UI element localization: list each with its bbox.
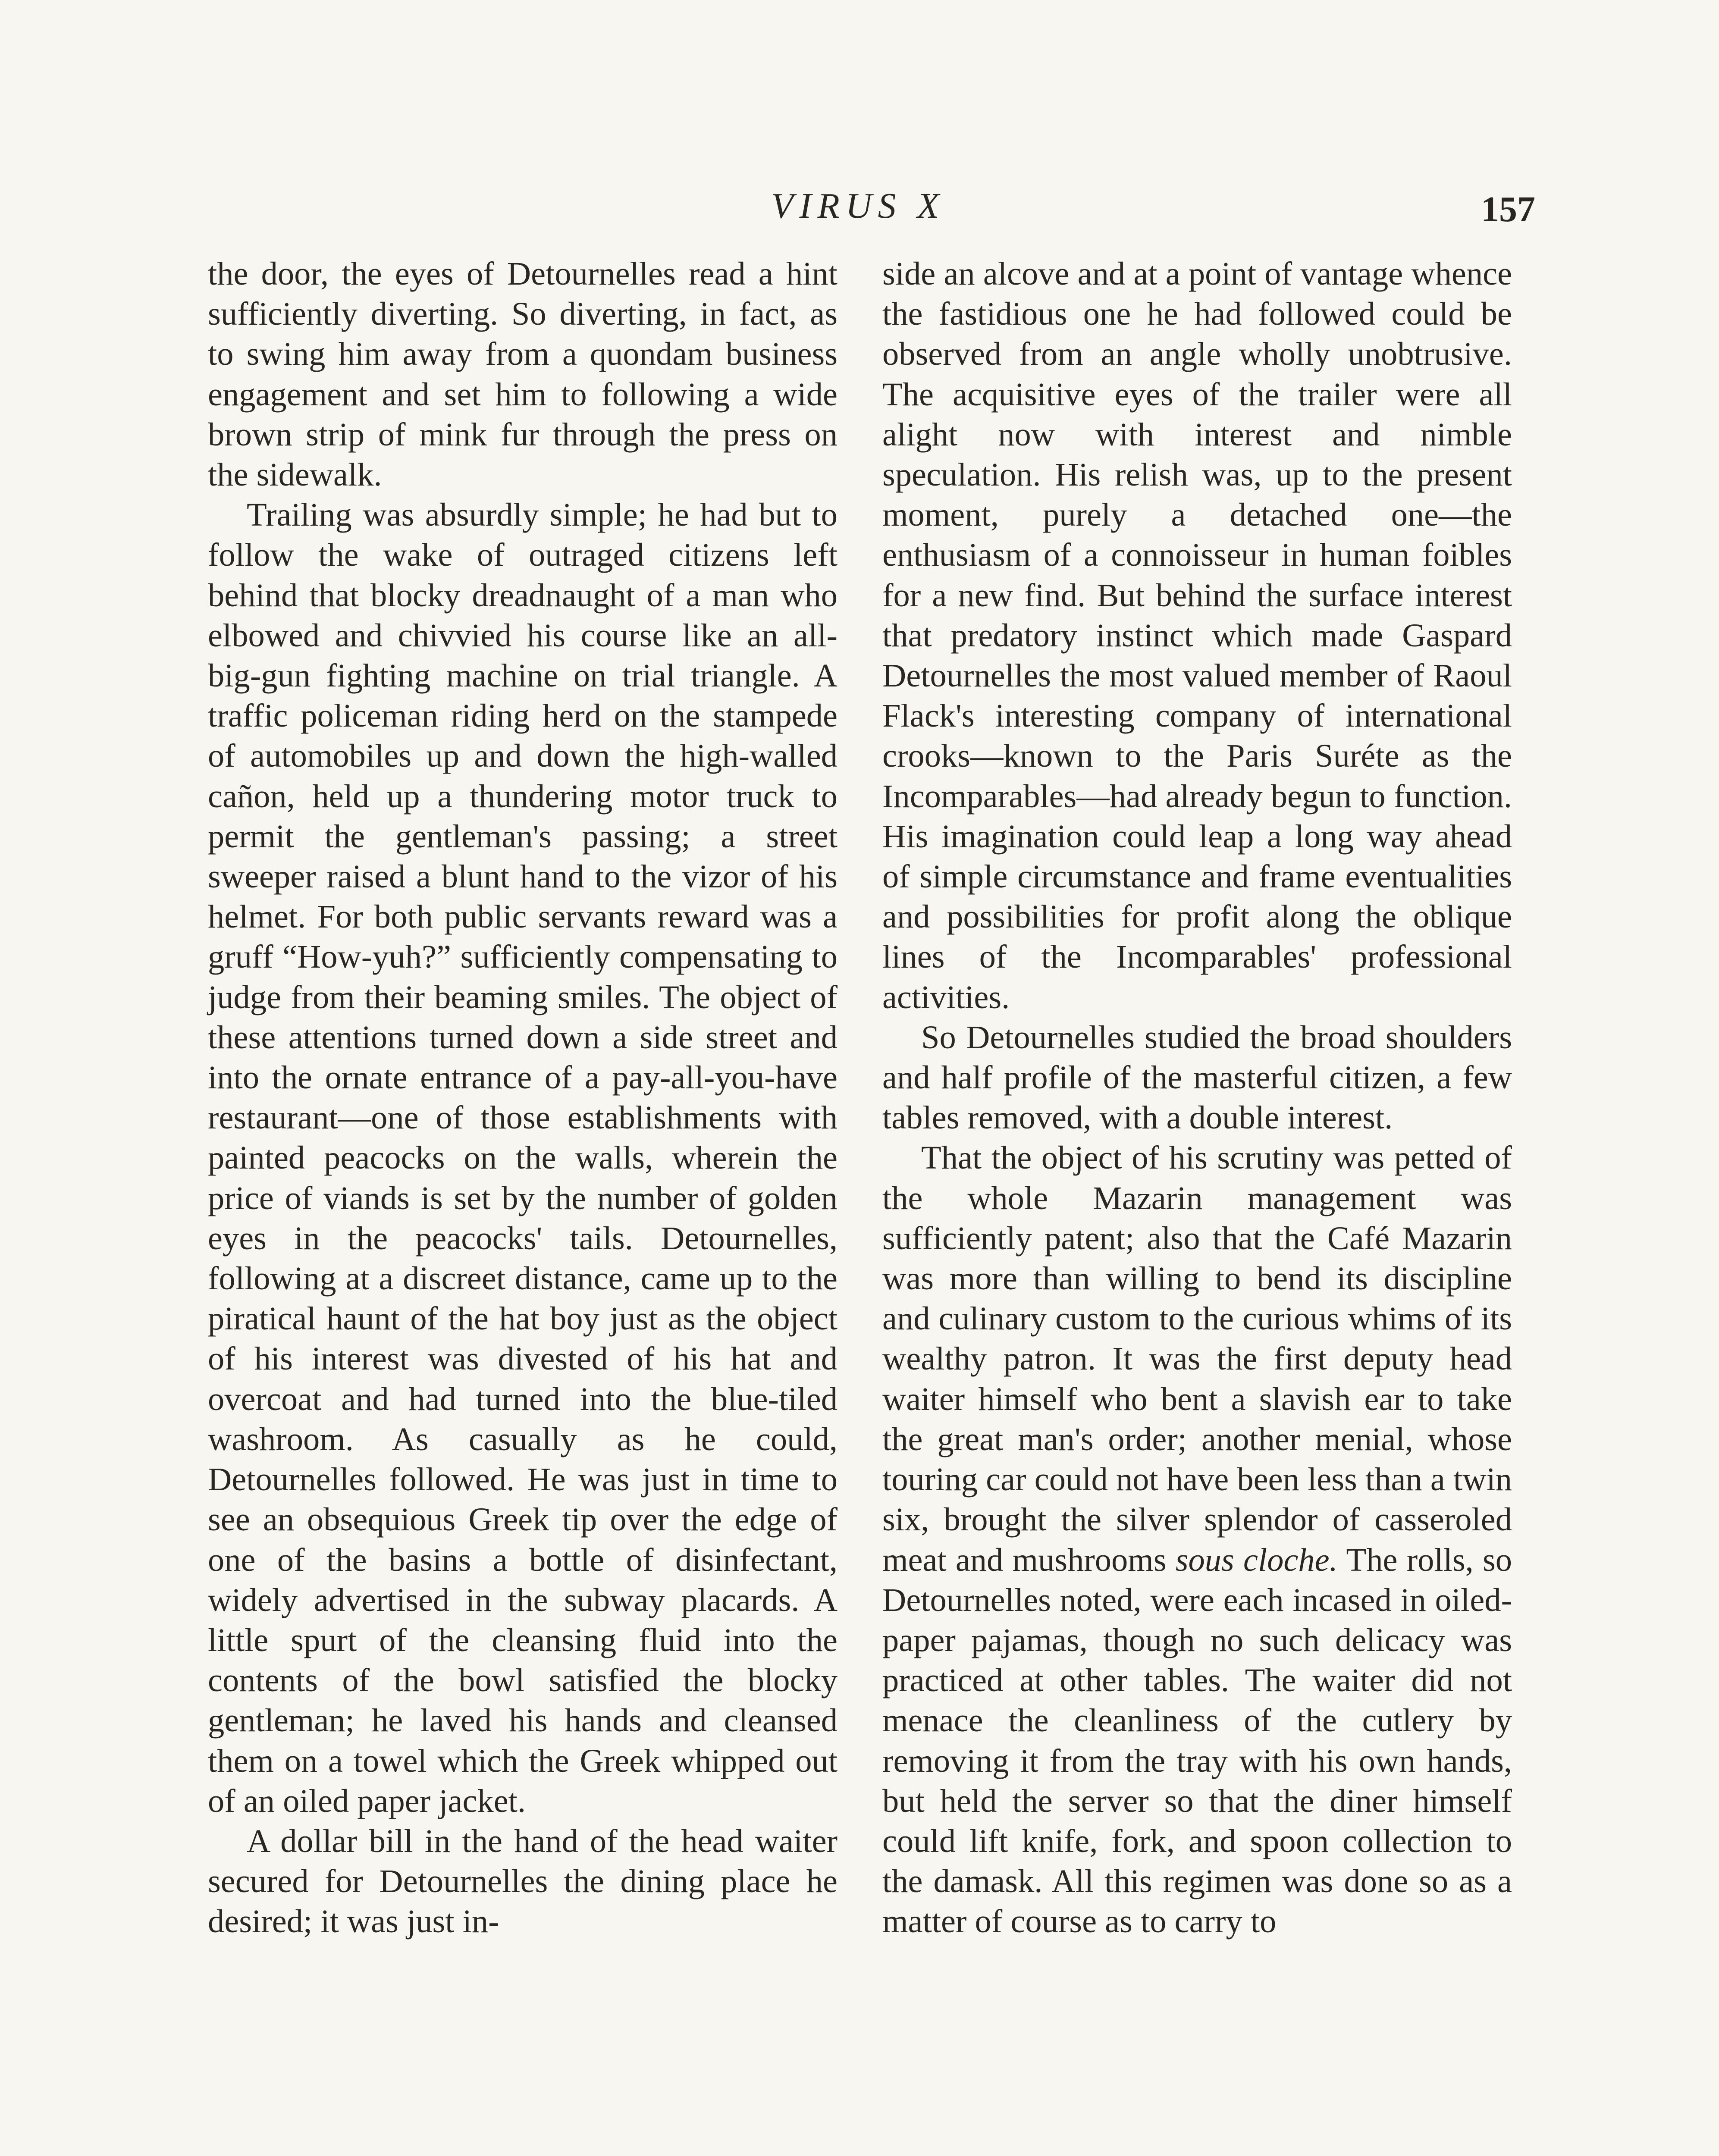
paragraph: side an alcove and at a point of vantage whence the fastidious one he had followed could be observed from an angle wholly unobtrusive. The acquisitive eyes of the trailer were all alight now with interest and nimble speculation. His relish was, up to the present moment, purely a detached one—the enthusiasm of a connoisseur in human foibles for a new find. But behind the surface interest that predatory instinct which made Gaspard Detournelles the most valued member of Raoul Flack's interesting company of international crooks—known to the Paris Suréte as the Incomparables—had already begun to function. His imagination could leap a long way ahead of simple circumstance and frame eventualities and possibilities for profit along the oblique lines of the Incomparables' professional activities. — [882, 255, 1512, 1015]
italic-phrase: sous cloche. — [1175, 1541, 1338, 1578]
paragraph-text: That the object of his scrutiny was petted of the whole Mazarin management was sufficiently patent; also that the Café Mazarin was more than willing to bend its discipline and culinary custom to the curious whims of its wealthy patron. It was the first deputy head waiter himself who bent a slavish ear to take the great man's order; another menial, whose touring car could not have been less than a twin six, brought the silver splendor of casseroled meat and mushrooms — [882, 1139, 1512, 1578]
paragraph: So Detournelles studied the broad shoulders and half profile of the masterful citizen, a few tables removed, with a double interest. — [882, 1018, 1512, 1136]
page-number: 157 — [1481, 189, 1535, 229]
running-title: VIRUS X — [771, 186, 945, 226]
paragraph: A dollar bill in the hand of the head waiter secured for Detournelles the dining place he desired; it was just in- — [208, 1822, 838, 1940]
right-column — [882, 254, 1512, 2156]
left-column — [208, 254, 838, 2156]
paragraph: Trailing was absurdly simple; he had but to follow the wake of outraged citizens left behind that blocky dreadnaught of a man who elbowed and chivvied his course like an all-big-gun fighting machine on trial triangle. A traffic policeman riding herd on the stampede of automobiles up and down the high-walled cañon, held up a thundering motor truck to permit the gentleman's passing; a street sweeper raised a blunt hand to the vizor of his helmet. For both public servants reward was a gruff “How-yuh?” sufficiently compensating to judge from their beaming smiles. The object of these attentions turned down a side street and into the ornate entrance of a pay-all-you-have restaurant—one of those establishments with painted peacocks on the walls, wherein the price of viands is set by the number of golden eyes in the peacocks' tails. Detournelles, following at a discreet distance, came up to the piratical haunt of the hat boy just as the object of his interest was divested of his hat and overcoat and had turned into the blue-tiled washroom. As casually as he could, Detournelles followed. He was just in time to see an obsequious Greek tip over the edge of one of the basins a bottle of disinfectant, widely advertised in the subway placards. A little spurt of the cleansing fluid into the contents of the bowl satisfied the blocky gentleman; he laved his hands and cleansed them on a towel which the Greek whipped out of an oiled paper jacket. — [208, 496, 838, 1819]
running-head — [0, 172, 1719, 241]
paragraph — [882, 1138, 1512, 1941]
paragraph: the door, the eyes of Detournelles read a hint sufficiently diverting. So diverting, in fact, as to swing him away from a quondam business engagement and set him to following a wide brown strip of mink fur through the press on the sidewalk. — [208, 255, 838, 493]
paragraph-text: The rolls, so Detournelles noted, were each incased in oiled-paper pajamas, though no such delicacy was practiced at other tables. The waiter did not menace the cleanliness of the cutlery by removing it from the tray with his own hands, but held the server so that the diner himself could lift knife, fork, and spoon collection to the damask. All this regimen was done so as a matter of course as to carry to — [882, 1541, 1512, 1940]
